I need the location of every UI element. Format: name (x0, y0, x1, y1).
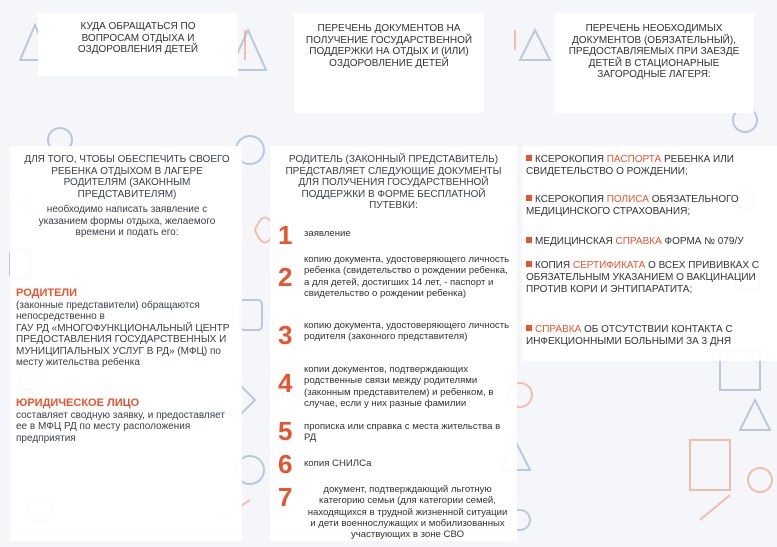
column-3-header-text: ПЕРЕЧЕНЬ НЕОБХОДИМЫХ ДОКУМЕНТОВ (ОБЯЗАТЕЛЬНЫЙ), ПРЕДОСТАВЛЯЕМЫХ ПРИ ЗАЕЗДЕ ДЕТЕЙ В СТАЦИОНАРНЫЕ ЗАГОРОДНЫЕ ЛАГЕРЯ: (568, 23, 740, 80)
camp-doc-item (526, 194, 773, 218)
item-text: копия СНИЛСа (304, 458, 372, 469)
legal-block (16, 398, 236, 444)
item-number: 2 (278, 262, 293, 292)
item-number: 5 (278, 416, 293, 446)
column-documents-list (262, 0, 517, 547)
parents-block (16, 288, 236, 369)
item-pre: КСЕРОКОПИЯ (535, 154, 604, 165)
camp-doc-item (526, 154, 773, 178)
legal-text: составляет сводную заявку, и предоставляет ее в МФЦ РД по месту расположения предприятия (16, 409, 225, 444)
column-3-card (522, 146, 777, 361)
camp-doc-item (526, 236, 773, 248)
parents-text-2: ГАУ РД «МНОГОФУНКЦИОНАЛЬНЫЙ ЦЕНТР ПРЕДОСТАВЛЕНИЯ ГОСУДАРСТВЕННЫХ И МУНИЦИПАЛЬНЫХ УСЛУГ В РД» (16, 322, 230, 357)
column-where-to-apply (0, 0, 255, 547)
legal-title: ЮРИДИЧЕСКОЕ ЛИЦО (16, 397, 140, 409)
item-pre: КСЕРОКОПИЯ (535, 194, 604, 205)
parents-text-3: (МФЦ) по месту жительства ребенка (16, 345, 221, 368)
bullet-square-icon (526, 237, 532, 243)
item-number: 1 (278, 220, 293, 250)
item-post: О ВСЕХ ПРИВИВКАХ С ОБЯЗАТЕЛЬНЫМ УКАЗАНИЕМ О ВАКЦИНАЦИИ ПРОТИВ КОРИ И ЭНТИПАРАТИТА; (526, 260, 759, 295)
item-text: копию документа, удостоверяющего личность ребенка (свидетельство о рождении ребенка, а для детей, достигших 14 лет, - паспорт и свидетельство о рождении ребенка) (304, 254, 510, 299)
item-post: ОБЯЗАТЕЛЬНОГО МЕДИЦИНСКОГО СТРАХОВАНИЯ; (526, 194, 739, 217)
parents-text-1: (законные представители) обращаются непосредственно в (16, 299, 200, 322)
item-highlight: ПАСПОРТА (606, 154, 662, 165)
column-1-header (38, 13, 238, 76)
bullet-square-icon (526, 261, 532, 267)
camp-doc-item (526, 260, 773, 296)
column-camp-documents (522, 0, 777, 547)
item-pre: МЕДИЦИНСКАЯ (535, 236, 613, 247)
item-number: 3 (278, 320, 293, 350)
column-2-header (294, 13, 484, 113)
camp-doc-item (526, 324, 773, 348)
item-text: прописка или справка с места жительства в РД (304, 421, 501, 444)
item-highlight: ПОЛИСА (606, 194, 649, 205)
bullet-square-icon (526, 155, 532, 161)
document-list (270, 146, 517, 541)
item-post: ФОРМА № 079/У (664, 236, 744, 247)
column-1-card (10, 146, 242, 541)
bullet-square-icon (526, 195, 532, 201)
item-text: копию документа, удостоверяющего личность родителя (законного представителя) (304, 320, 510, 343)
item-pre: КОПИЯ (535, 260, 571, 271)
item-highlight: СПРАВКА (535, 324, 582, 335)
item-number: 7 (278, 482, 293, 512)
intro-upper-text: ДЛЯ ТОГО, ЧТОБЫ ОБЕСПЕЧИТЬ СВОЕГО РЕБЕНКА ОТДЫХОМ В ЛАГЕРЕ РОДИТЕЛЯМ (ЗАКОННЫМ ПРЕДСТАВИТЕЛЯМ) (24, 154, 230, 200)
item-number: 4 (278, 368, 293, 398)
item-highlight: СПРАВКА (615, 236, 662, 247)
item-post: РЕБЕНКА ИЛИ СВИДЕТЕЛЬСТВО О РОЖДЕНИИ; (526, 154, 734, 177)
column-2-header-text: ПЕРЕЧЕНЬ ДОКУМЕНТОВ НА ПОЛУЧЕНИЕ ГОСУДАРСТВЕННОЙ ПОДДЕРЖКИ НА ОТДЫХ И (ИЛИ) ОЗДОРОВЛЕНИЕ ДЕТЕЙ (305, 23, 473, 69)
bullet-square-icon (526, 325, 532, 331)
parents-title: РОДИТЕЛИ (16, 287, 78, 299)
col2-intro-text: РОДИТЕЛЬ (ЗАКОННЫЙ ПРЕДСТАВИТЕЛЬ) ПРЕДСТАВЛЯЕТ СЛЕДУЮЩИЕ ДОКУМЕНТЫ ДЛЯ ПОЛУЧЕНИЯ ГОСУДАРСТВЕННОЙ ПОДДЕРЖКИ В ФОРМЕ БЕСПЛАТНОЙ ПУТЕВКИ: (285, 154, 502, 211)
item-text: копии документов, подтверждающих родственные связи между родителями (законным представителем) и ребенком, в случае, если у них разные фамилии (304, 364, 494, 409)
column-3-header (554, 13, 754, 113)
item-text: документ, подтверждающий льготную категорию семьи (для категории семей, находящихся в трудной жизненной ситуации и дети военнослужащих и мобилизованных участвующих в зоне СВО (307, 484, 508, 541)
item-text: заявление (304, 228, 351, 239)
item-post: ОБ ОТСУТСТВИИ КОНТАКТА С ИНФЕКЦИОННЫМИ БОЛЬНЫМИ ЗА 3 ДНЯ (526, 324, 733, 347)
column-1-header-text: КУДА ОБРАЩАТЬСЯ ПО ВОПРОСАМ ОТДЫХА И ОЗДОРОВЛЕНИЯ ДЕТЕЙ (77, 21, 199, 55)
intro-lower-text: необходимо написать заявление с указанием формы отдыха, желаемого времени и подать его: (38, 204, 216, 238)
item-number: 6 (278, 449, 293, 479)
item-highlight: СЕРТИФИКАТА (572, 260, 646, 271)
